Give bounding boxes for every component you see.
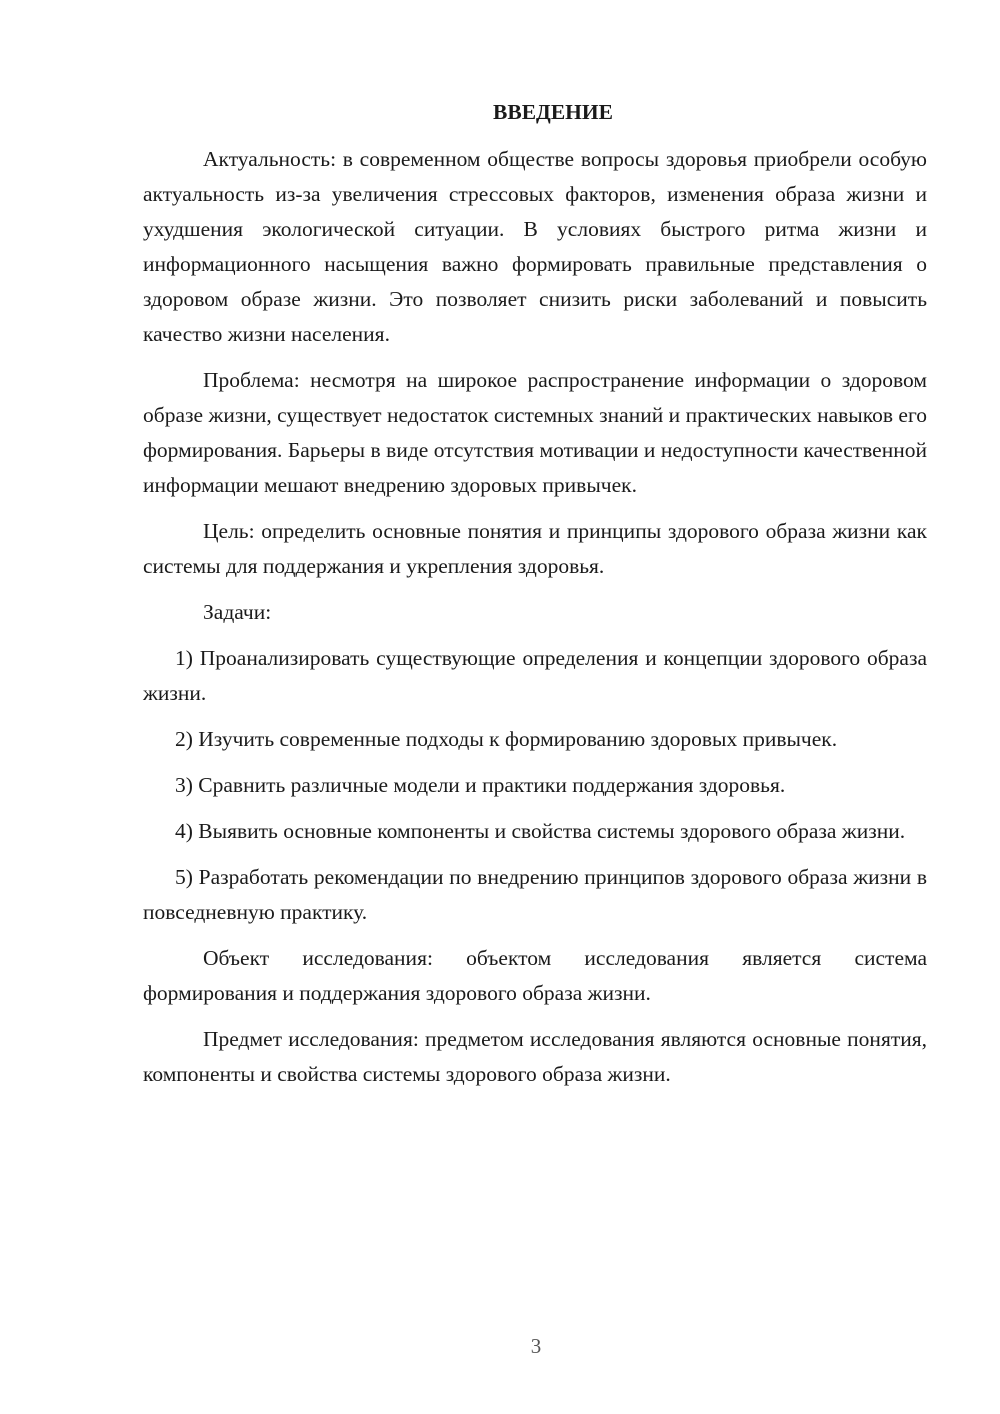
relevance-paragraph: Актуальность: в современном обществе вопросы здоровья приобрели особую актуальность из-за увеличения стрессовых факторов, изменения образа жизни и ухудшения экологической ситуации. В условиях быстрого ритма жизни и информационного насыщения важно формировать правильные представления о здоровом образе жизни. Это позволяет снизить риски заболеваний и повысить качество жизни населения. (143, 147, 927, 346)
task-item-2: 2) Изучить современные подходы к формированию здоровых привычек. (175, 727, 838, 751)
problem-paragraph: Проблема: несмотря на широкое распространение информации о здоровом образе жизни, существует недостаток системных знаний и практических навыков его формирования. Барьеры в виде отсутствия мотивации и недоступности качественной информации мешают внедрению здоровых привычек. (143, 368, 927, 497)
page-number: 3 (530, 1334, 542, 1358)
object-paragraph: Объект исследования: объектом исследования является система формирования и поддержания здорового образа жизни. (143, 946, 927, 1005)
subject-paragraph: Предмет исследования: предметом исследования являются основные понятия, компоненты и свойства системы здорового образа жизни. (143, 1027, 927, 1086)
task-item-3: 3) Сравнить различные модели и практики поддержания здоровья. (175, 773, 786, 797)
task-item-4: 4) Выявить основные компоненты и свойства системы здорового образа жизни. (175, 819, 906, 843)
task-item-5: 5) Разработать рекомендации по внедрению принципов здорового образа жизни в повседневную практику. (143, 865, 927, 924)
section-title: ВВЕДЕНИЕ (493, 100, 613, 124)
page-content (143, 95, 927, 1103)
goal-paragraph: Цель: определить основные понятия и принципы здорового образа жизни как системы для поддержания и укрепления здоровья. (143, 519, 927, 578)
tasks-heading: Задачи: (203, 600, 272, 624)
task-item-1: 1) Проанализировать существующие определения и концепции здорового образа жизни. (143, 646, 927, 705)
